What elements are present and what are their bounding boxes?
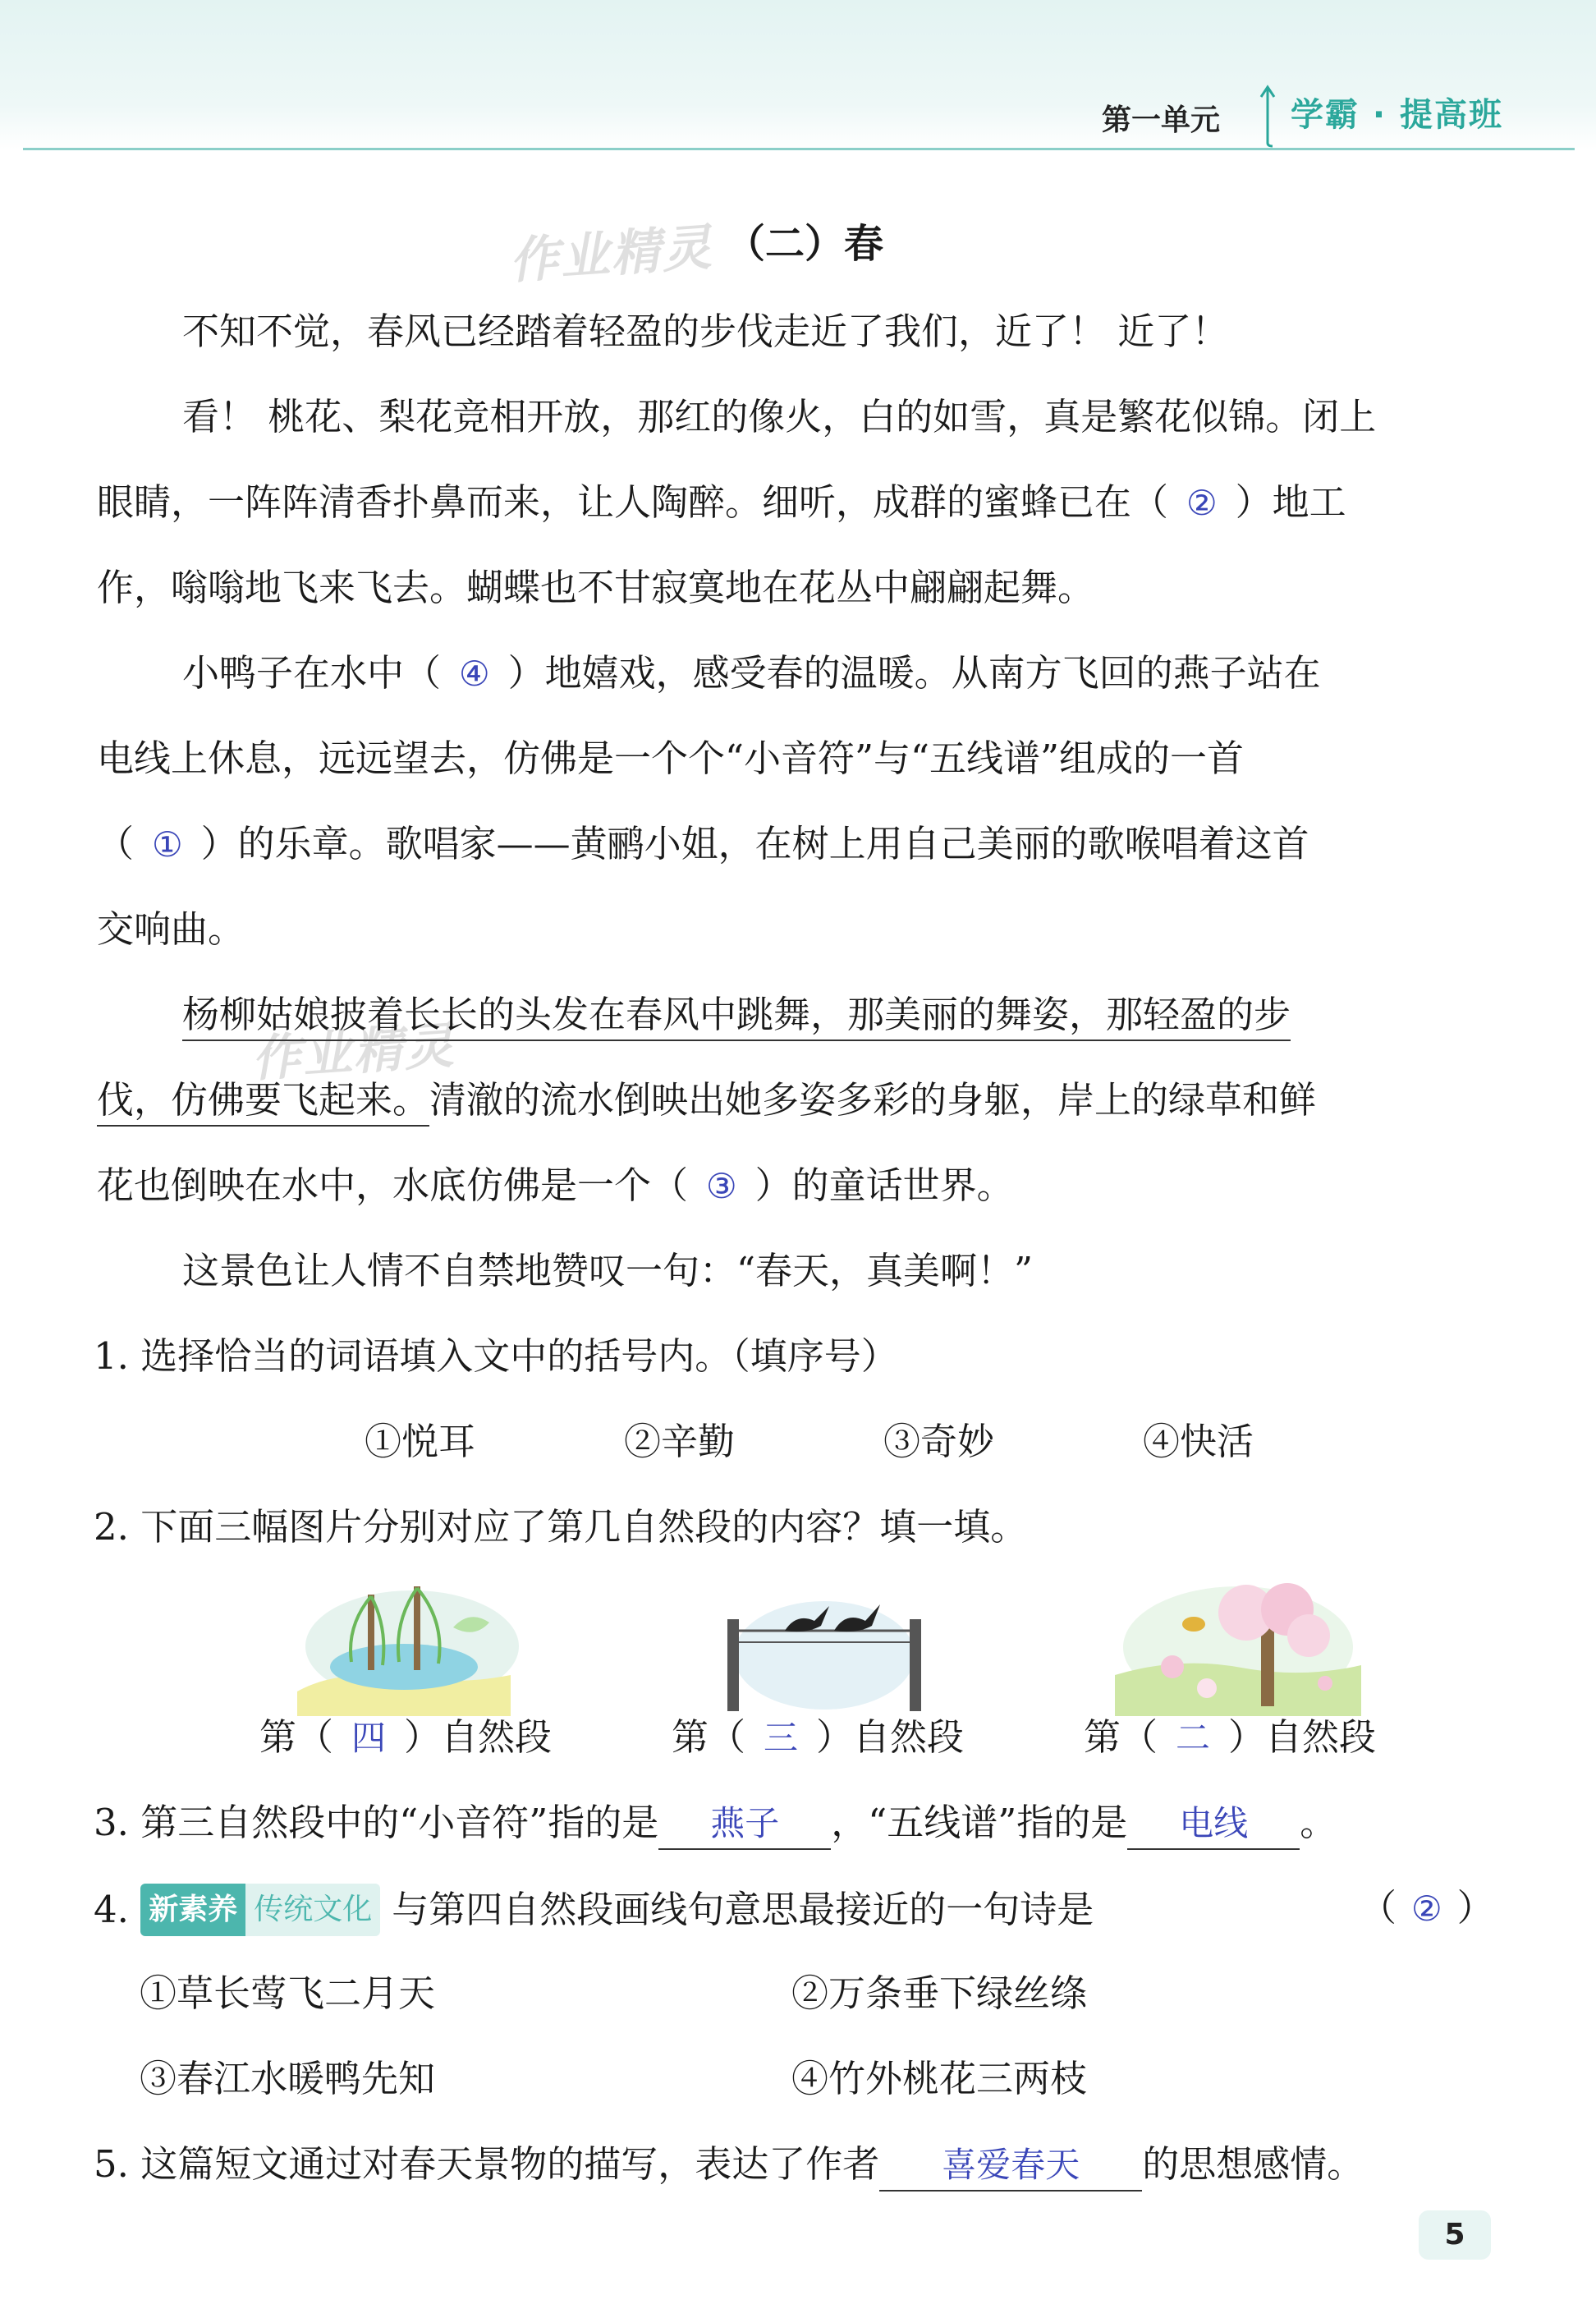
paragraph-4-line-3: 花也倒映在水中，水底仿佛是一个（ ③ ）的童话世界。: [97, 1163, 1014, 1207]
paragraph-3-line-2: 电线上休息，远远望去，仿佛是一个个“小音符”与“五线谱”组成的一首: [97, 737, 1245, 780]
q4-option: ①草长莺飞二月天: [140, 1971, 436, 2015]
q2-answer-3: 第（ 二 ）自然段: [1084, 1715, 1377, 1759]
paragraph-1: 不知不觉，春风已经踏着轻盈的步伐走近了我们，近了！ 近了！: [182, 310, 1229, 353]
q1-option: ②辛勤: [624, 1420, 736, 1463]
traditional-culture-tag: 传统文化: [245, 1884, 380, 1936]
blossom-tree-picture: [1115, 1577, 1361, 1716]
paragraph-3-line-3: （ ① ）的乐章。歌唱家——黄鹂小姐，在树上用自己美丽的歌喉唱着这首: [97, 822, 1309, 865]
header-divider: [23, 148, 1575, 150]
new-literacy-tag: 新素养: [140, 1884, 245, 1936]
paragraph-4-line-1: [182, 990, 1291, 1040]
watermark: 作业精灵: [250, 1017, 457, 1089]
watermark: 作业精灵: [507, 218, 715, 291]
page-number: 5: [1419, 2210, 1491, 2260]
q1-option: ④快活: [1143, 1420, 1254, 1463]
paragraph-4-line-2: 伐，仿佛要飞起来。清澈的流水倒映出她多姿多彩的身躯，岸上的绿草和鲜: [97, 1076, 1316, 1125]
blank-answer: ①: [152, 824, 183, 865]
q4-answer: （ ② ）: [1360, 1886, 1494, 1930]
paragraph-2-line-1: 看！ 桃花、梨花竞相开放，那红的像火，白的如雪，真是繁花似锦。闭上: [182, 395, 1377, 438]
paragraph-5: 这景色让人情不自禁地赞叹一句：“春天，真美啊！”: [182, 1249, 1034, 1292]
underlined-sentence: 伐，仿佛要飞起来。: [97, 1078, 429, 1127]
question-4: 4. 新素养 传统文化 与第四自然段画线句意思最接近的一句诗是: [94, 1884, 1094, 1936]
q1-option: ③奇妙: [883, 1420, 995, 1463]
q2-answer-1: 第（ 四 ）自然段: [259, 1715, 553, 1759]
q1-option: ①悦耳: [365, 1420, 476, 1463]
question-5: 5. 这篇短文通过对春天景物的描写，表达了作者 喜爱春天 的思想感情。: [94, 2140, 1364, 2192]
paragraph-2-line-3: 作，嗡嗡地飞来飞去。蝴蝶也不甘寂寞地在花丛中翩翩起舞。: [97, 566, 1095, 609]
q3-blank-2: 电线: [1127, 1799, 1300, 1850]
q4-option: ③春江水暖鸭先知: [140, 2057, 436, 2100]
paragraph-3-line-4: 交响曲。: [97, 907, 245, 951]
q5-blank: 喜爱春天: [879, 2141, 1142, 2192]
unit-label: 第一单元: [1102, 103, 1221, 137]
q3-blank-1: 燕子: [658, 1799, 831, 1850]
blank-answer: ④: [459, 654, 490, 694]
q4-option: ②万条垂下绿丝绦: [791, 1971, 1088, 2015]
question-3: 3. 第三自然段中的“小音符”指的是 燕子 ，“五线谱”指的是 电线 。: [94, 1798, 1337, 1850]
passage-title: （二）春: [726, 221, 884, 267]
blank-answer: ③: [706, 1166, 737, 1206]
blank-answer: ②: [1186, 483, 1218, 523]
q2-answer-2: 第（ 三 ）自然段: [672, 1715, 965, 1759]
question-1: 1. 选择恰当的词语填入文中的括号内。（填序号）: [94, 1334, 898, 1378]
q4-option: ④竹外桃花三两枝: [791, 2057, 1088, 2100]
brand-logo: 学霸 · 提高班: [1291, 96, 1504, 134]
paragraph-2-line-2: 眼睛，一阵阵清香扑鼻而来，让人陶醉。细听，成群的蜜蜂已在（ ② ）地工: [97, 480, 1346, 524]
paragraph-3-line-1: 小鸭子在水中（ ④ ）地嬉戏，感受春的温暖。从南方飞回的燕子站在: [182, 651, 1321, 695]
underlined-sentence: 杨柳姑娘披着长长的头发在春风中跳舞，那美丽的舞姿，那轻盈的步: [182, 993, 1291, 1041]
arrow-up-icon: [1251, 82, 1284, 148]
question-2: 2. 下面三幅图片分别对应了第几自然段的内容？填一填。: [94, 1505, 1028, 1549]
willow-pond-picture: [289, 1577, 519, 1716]
swallows-on-wire-picture: [709, 1577, 939, 1716]
